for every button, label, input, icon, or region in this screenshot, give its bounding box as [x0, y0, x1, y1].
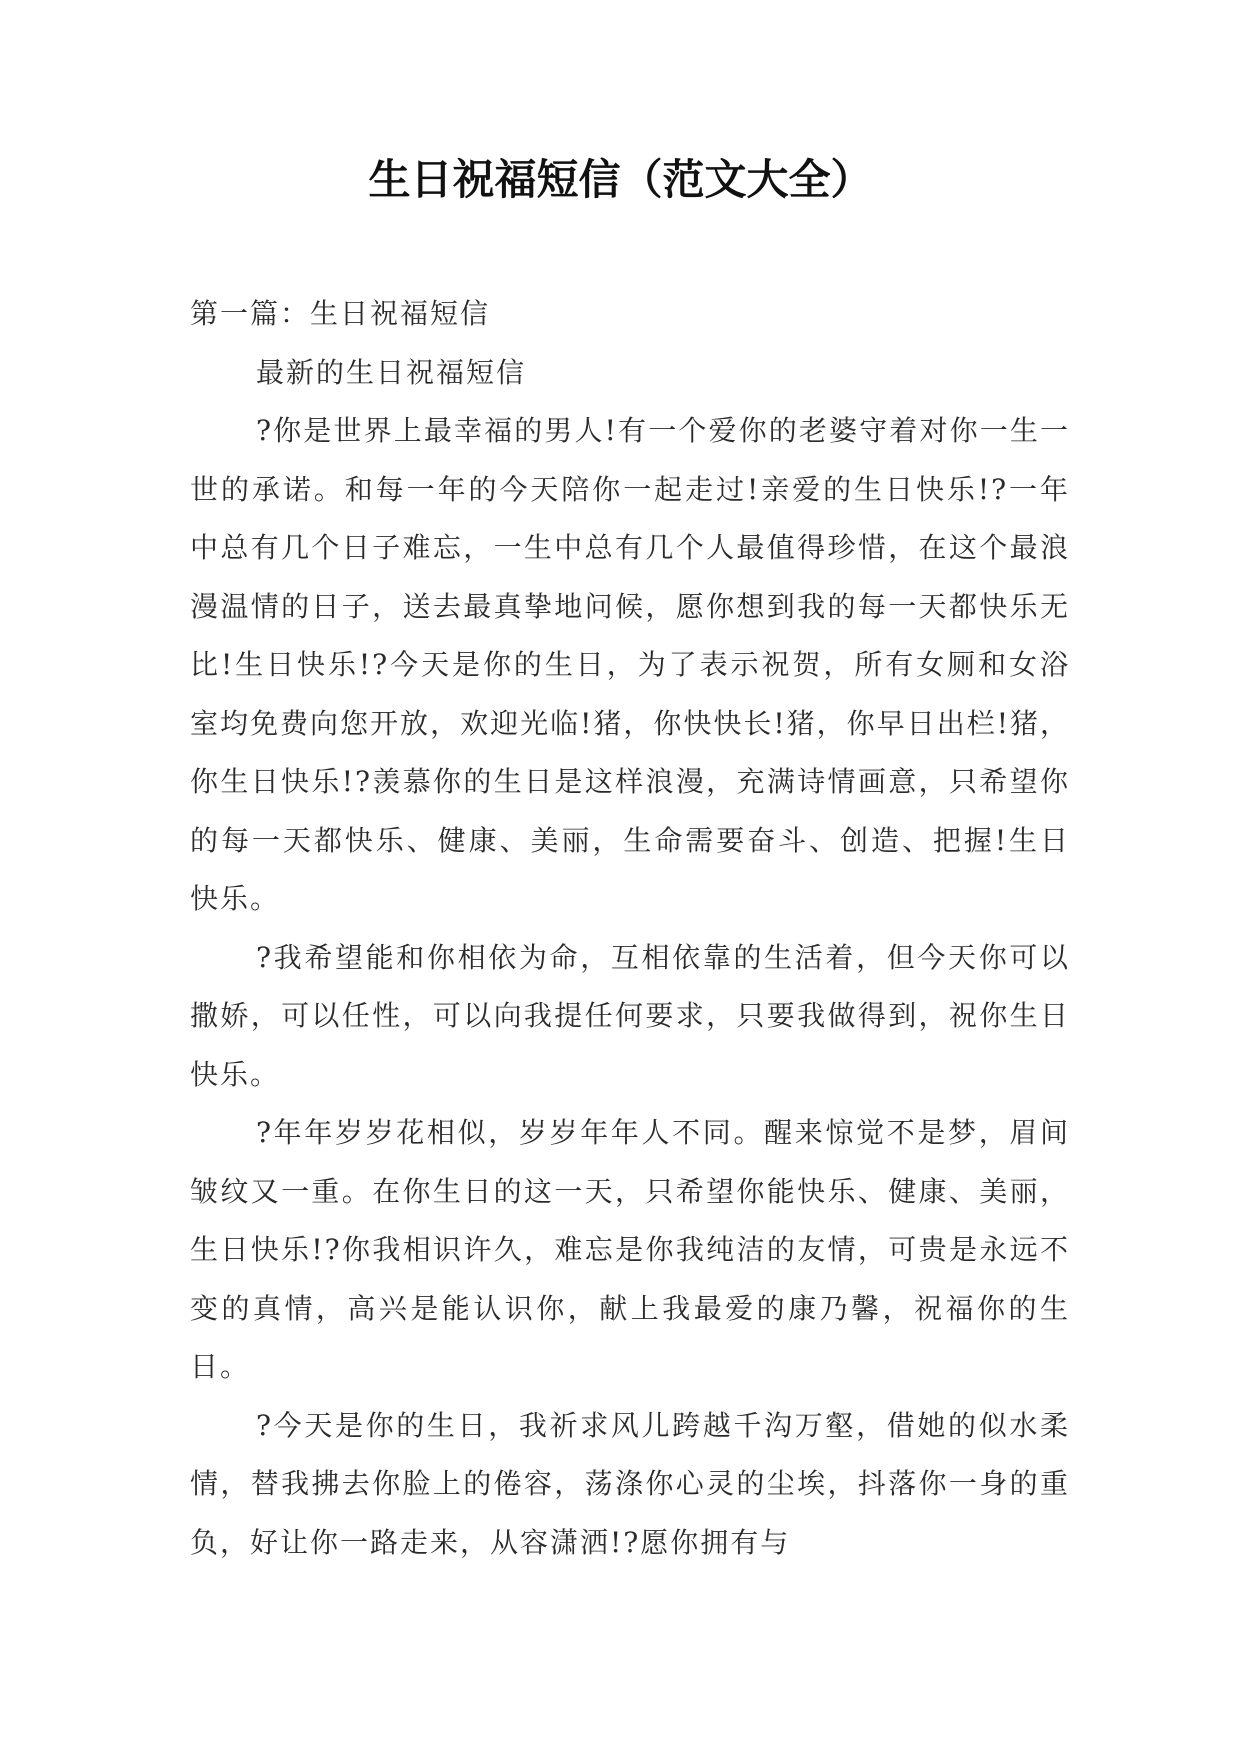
document-title: 生日祝福短信（范文大全） — [368, 155, 873, 204]
paragraph: ?我希望能和你相依为命，互相依靠的生活着，但今天你可以撒娇，可以任性，可以向我提任何要求，只要我做得到，祝你生日快乐。 — [190, 940, 1070, 1091]
section-heading: 第一篇：生日祝福短信 — [190, 297, 491, 330]
paragraph: ?年年岁岁花相似，岁岁年年人不同。醒来惊觉不是梦，眉间皱纹又一重。在你生日的这一天，只希望你能快乐、健康、美丽，生日快乐!?你我相识许久，难忘是你我纯洁的友情，可贵是永远不变的真情，高兴是能认识你，献上我最爱的康乃馨，祝福你的生日。 — [190, 1116, 1070, 1383]
document-body — [190, 285, 1070, 1572]
paragraph: ?你是世界上最幸福的男人!有一个爱你的老婆守着对你一生一世的承诺。和每一年的今天陪你一起走过!亲爱的生日快乐!?一年中总有几个日子难忘，一生中总有几个人最值得珍惜，在这个最浪漫温情的日子，送去最真挚地问候，愿你想到我的每一天都快乐无比!生日快乐!?今天是你的生日，为了表示祝贺，所有女厕和女浴室均免费向您开放，欢迎光临!猪，你快快长!猪，你早日出栏!猪，你生日快乐!?羡慕你的生日是这样浪漫，充满诗情画意，只希望你的每一天都快乐、健康、美丽，生命需要奋斗、创造、把握!生日快乐。 — [190, 414, 1070, 915]
subheading: 最新的生日祝福短信 — [256, 355, 527, 389]
paragraph: ?今天是你的生日，我祈求风儿跨越千沟万壑，借她的似水柔情，替我拂去你脸上的倦容，荡涤你心灵的尘埃，抖落你一身的重负，好让你一路走来，从容潇洒!?愿你拥有与 — [190, 1408, 1070, 1559]
